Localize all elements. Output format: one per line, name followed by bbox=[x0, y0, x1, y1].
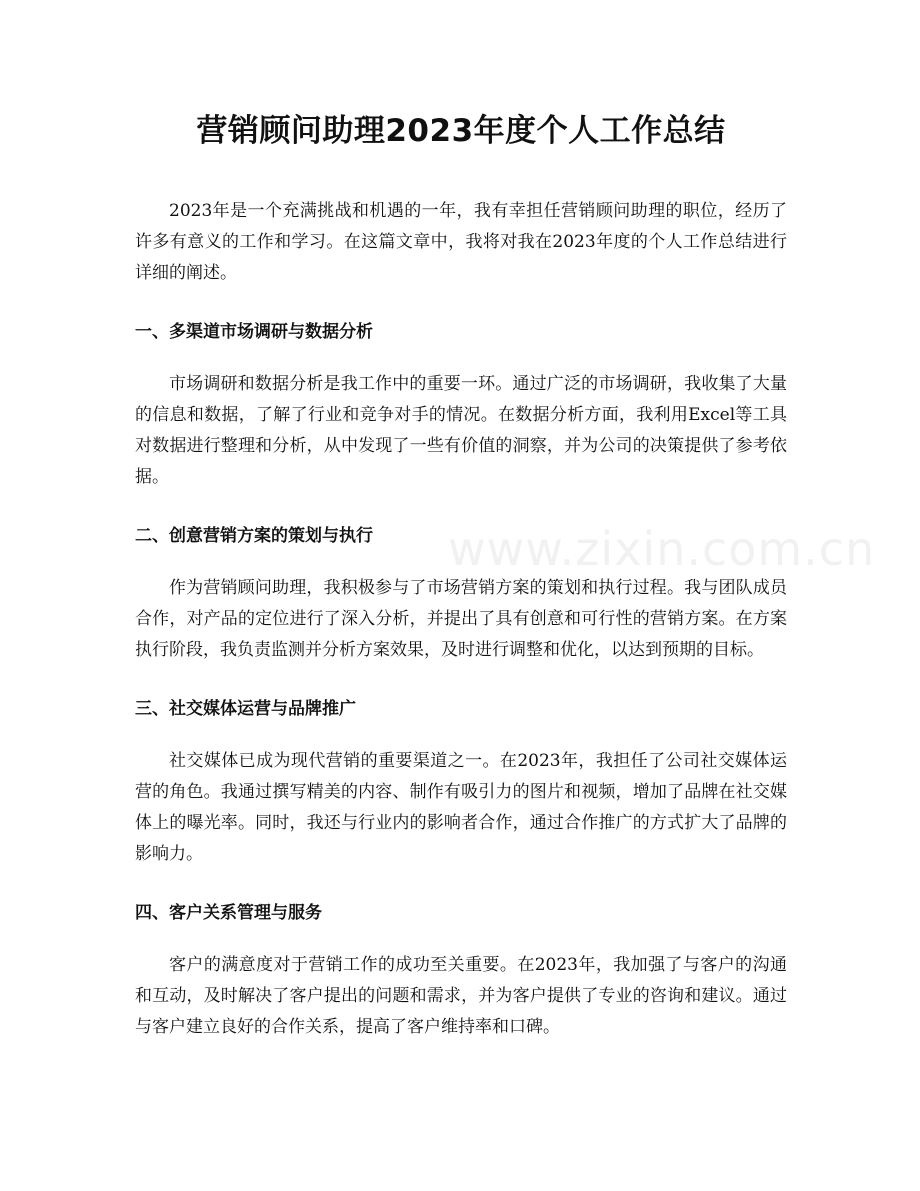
section-body-2: 作为营销顾问助理，我积极参与了市场营销方案的策划和执行过程。我与团队成员合作，对产品的定位进行了深入分析，并提出了具有创意和可行性的营销方案。在方案执行阶段，我负责监测并分析方案效果，及时进行调整和优化，以达到预期的目标。 bbox=[135, 578, 787, 660]
section-heading-1: 一、多渠道市场调研与数据分析 bbox=[135, 322, 373, 342]
section-body-3: 社交媒体已成为现代营销的重要渠道之一。在2023年，我担任了公司社交媒体运营的角色。我通过撰写精美的内容、制作有吸引力的图片和视频，增加了品牌在社交媒体上的曝光率。同时，我还与行业内的影响者合作，通过合作推广的方式扩大了品牌的影响力。 bbox=[135, 751, 787, 864]
section-body-1: 市场调研和数据分析是我工作中的重要一环。通过广泛的市场调研，我收集了大量的信息和数据，了解了行业和竞争对手的情况。在数据分析方面，我利用Excel等工具对数据进行整理和分析，从中发现了一些有价值的洞察，并为公司的决策提供了参考依据。 bbox=[135, 374, 787, 487]
document-title: 营销顾问助理2023年度个人工作总结 bbox=[196, 113, 726, 149]
watermark-text: www.zixin.com.cn bbox=[448, 522, 876, 576]
section-heading-2: 二、创意营销方案的策划与执行 bbox=[135, 526, 373, 546]
section-body-4: 客户的满意度对于营销工作的成功至关重要。在2023年，我加强了与客户的沟通和互动，及时解决了客户提出的问题和需求，并为客户提供了专业的咨询和建议。通过与客户建立良好的合作关系，提高了客户维持率和口碑。 bbox=[135, 955, 787, 1037]
section-heading-3: 三、社交媒体运营与品牌推广 bbox=[135, 699, 356, 719]
intro-paragraph: 2023年是一个充满挑战和机遇的一年，我有幸担任营销顾问助理的职位，经历了许多有意义的工作和学习。在这篇文章中，我将对我在2023年度的个人工作总结进行详细的阐述。 bbox=[135, 201, 787, 283]
section-heading-4: 四、客户关系管理与服务 bbox=[135, 903, 322, 923]
